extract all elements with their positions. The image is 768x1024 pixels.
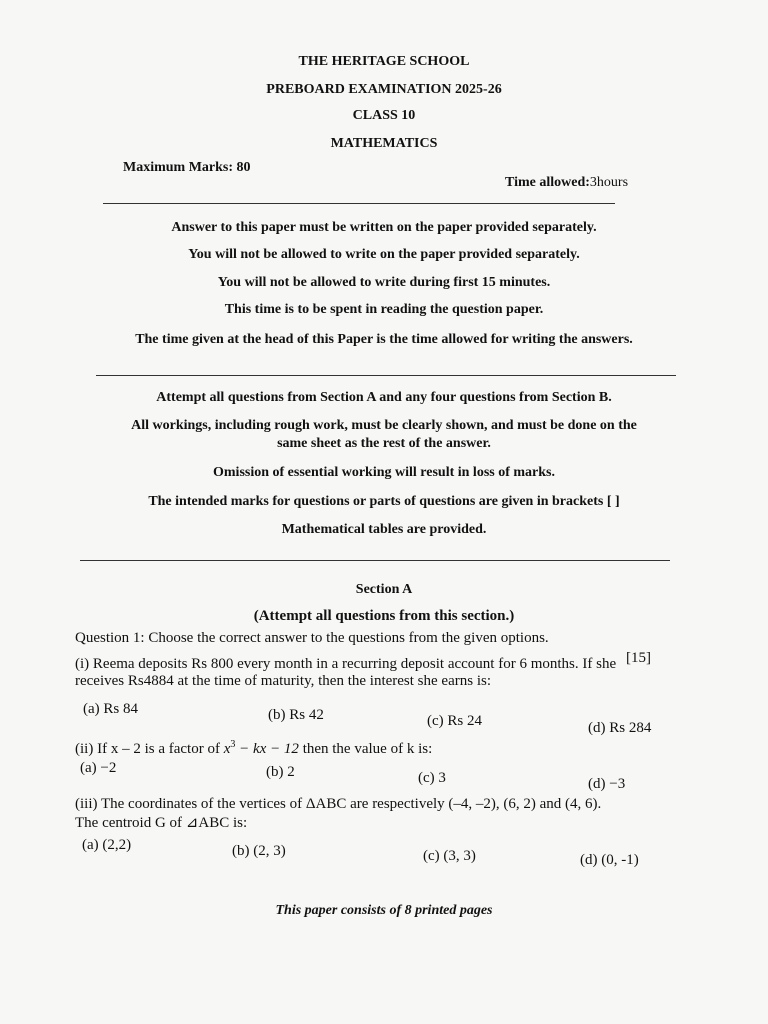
instruction-line-5: The time given at the head of this Paper is the time allowed for writing the answers. bbox=[135, 332, 633, 347]
question-1-marks: [15] bbox=[626, 650, 651, 666]
instruction-line-2: You will not be allowed to write on the paper provided separately. bbox=[188, 247, 580, 262]
part-3-option-c: (c) (3, 3) bbox=[423, 848, 476, 864]
page-count-footer: This paper consists of 8 printed pages bbox=[275, 903, 493, 918]
part-2-expr-exp: 3 bbox=[230, 739, 236, 750]
divider-3 bbox=[80, 560, 670, 561]
time-allowed-label: Time allowed: bbox=[505, 175, 590, 190]
part-1-option-d: (d) Rs 284 bbox=[588, 720, 652, 736]
instruction-line-1: Answer to this paper must be written on the paper provided separately. bbox=[171, 220, 597, 235]
max-marks: Maximum Marks: 80 bbox=[123, 160, 251, 175]
part-2-option-b: (b) 2 bbox=[266, 764, 295, 780]
instruction-line-4: This time is to be spent in reading the question paper. bbox=[224, 302, 544, 317]
part-1-line-1: (i) Reema deposits Rs 800 every month in a recurring deposit account for 6 months. If she bbox=[75, 656, 617, 672]
exam-title: PREBOARD EXAMINATION 2025-26 bbox=[266, 82, 502, 97]
instruction-line-3: You will not be allowed to write during first 15 minutes. bbox=[217, 275, 551, 290]
part-1-option-a: (a) Rs 84 bbox=[83, 701, 138, 717]
part-2-option-a: (a) −2 bbox=[80, 760, 117, 776]
part-2-question bbox=[75, 739, 432, 758]
rule-line-2: All workings, including rough work, must be clearly shown, and must be done on the bbox=[131, 418, 637, 433]
subject-label: MATHEMATICS bbox=[330, 136, 438, 151]
part-1-option-b: (b) Rs 42 bbox=[268, 707, 324, 723]
part-2-expr-base: x bbox=[223, 741, 231, 757]
divider-1 bbox=[103, 203, 615, 204]
part-3-option-a: (a) (2,2) bbox=[82, 837, 132, 853]
rule-line-6: Mathematical tables are provided. bbox=[281, 522, 487, 537]
part-2-pre: (ii) If x – 2 is a factor of bbox=[75, 741, 224, 757]
part-3-line-2: The centroid G of ⊿ABC is: bbox=[75, 815, 248, 831]
part-1-option-c: (c) Rs 24 bbox=[427, 713, 482, 729]
part-2-option-d: (d) −3 bbox=[588, 776, 626, 792]
rule-line-5: The intended marks for questions or parts of questions are given in brackets [ ] bbox=[148, 494, 620, 509]
part-2-post: then the value of k is: bbox=[298, 741, 433, 757]
part-2-option-c: (c) 3 bbox=[418, 770, 446, 786]
rule-line-3: same sheet as the rest of the answer. bbox=[277, 436, 491, 451]
rule-line-4: Omission of essential working will result in loss of marks. bbox=[213, 465, 555, 480]
part-3-option-d: (d) (0, -1) bbox=[580, 852, 639, 868]
section-subtitle: (Attempt all questions from this section.) bbox=[253, 608, 515, 624]
section-title: Section A bbox=[355, 582, 413, 597]
part-1-line-2: receives Rs4884 at the time of maturity, then the interest she earns is: bbox=[75, 673, 491, 689]
school-name: THE HERITAGE SCHOOL bbox=[298, 54, 470, 69]
class-label: CLASS 10 bbox=[352, 108, 416, 123]
part-3-option-b: (b) (2, 3) bbox=[232, 843, 286, 859]
part-3-line-1: (iii) The coordinates of the vertices of ΔABC are respectively (–4, –2), (6, 2) and (4, 6). bbox=[75, 796, 602, 812]
part-2-expr-rest: − kx − 12 bbox=[235, 741, 299, 757]
time-allowed-value: 3hours bbox=[589, 175, 629, 190]
time-allowed bbox=[505, 175, 628, 191]
question-1-text: Question 1: Choose the correct answer to the questions from the given options. bbox=[75, 630, 549, 646]
divider-2 bbox=[96, 375, 676, 376]
rule-line-1: Attempt all questions from Section A and any four questions from Section B. bbox=[156, 390, 612, 405]
